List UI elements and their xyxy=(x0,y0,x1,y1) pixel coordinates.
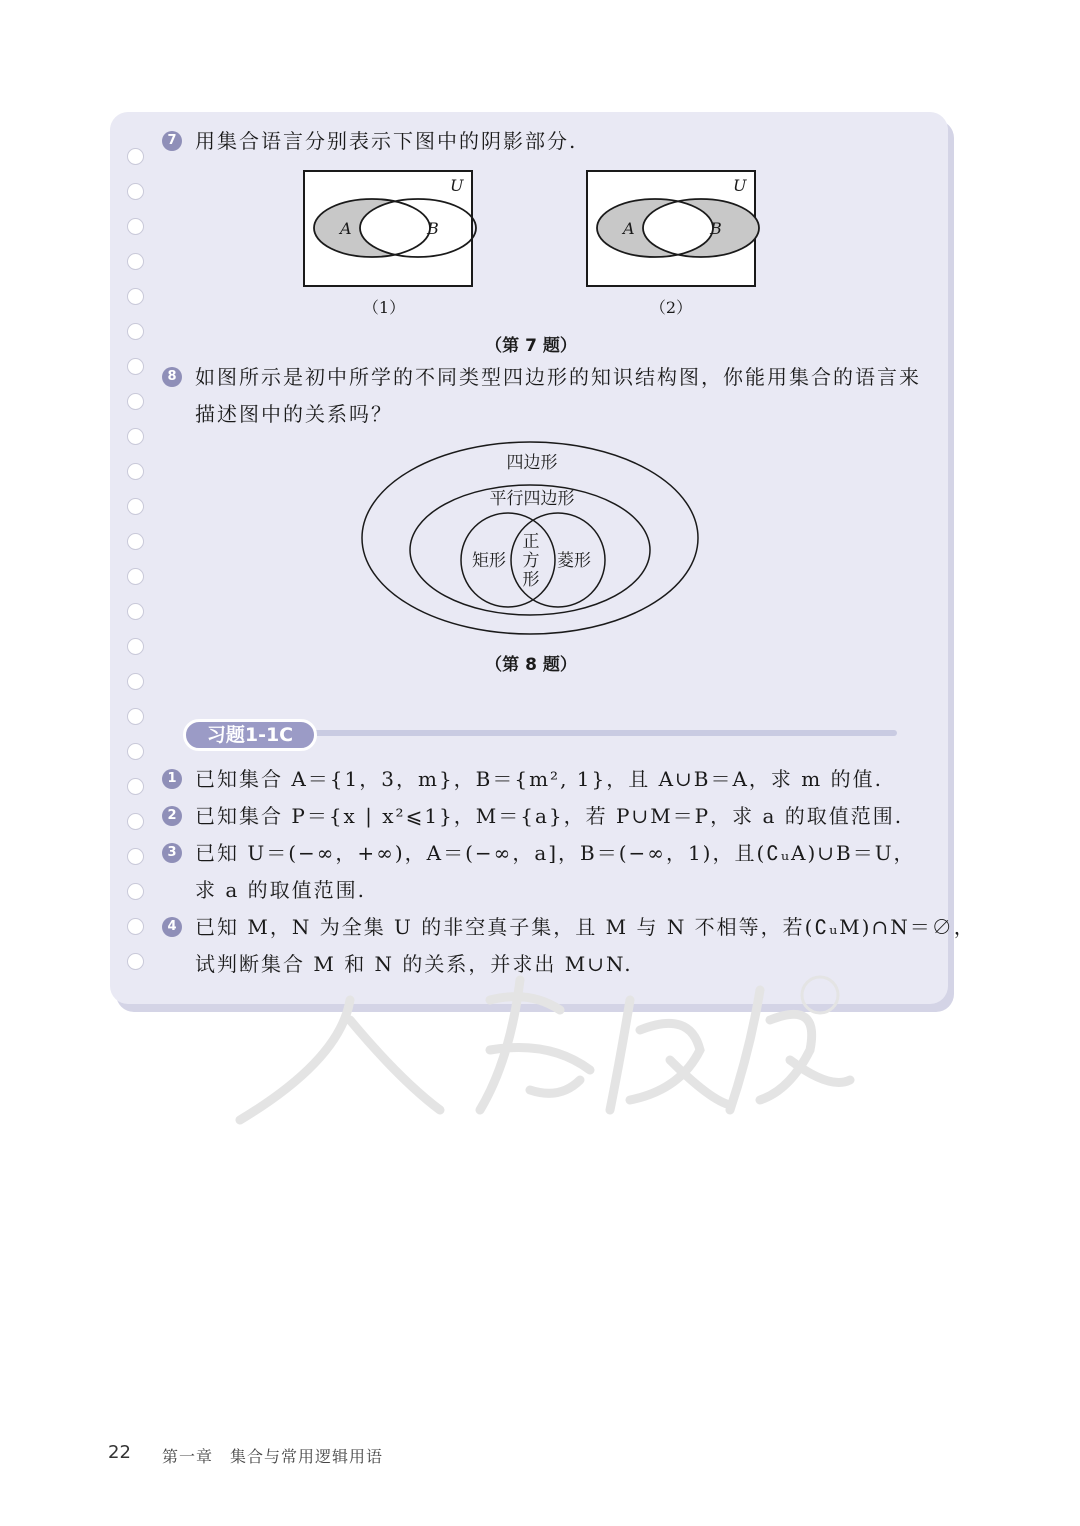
binder-hole xyxy=(127,393,144,410)
binder-hole xyxy=(127,148,144,165)
figure-7-caption: （第 7 题） xyxy=(485,336,577,356)
figure-8-quadrilateral-diagram xyxy=(355,440,705,640)
exercise-number-badge: 1 xyxy=(162,769,182,789)
publisher-watermark-logo xyxy=(230,940,870,1140)
binder-hole xyxy=(127,953,144,970)
exercise-text-line-1: 已知 U＝(−∞，+∞)，A＝(−∞，a]，B＝(−∞，1)，且(∁ᵤA)∪B＝U， xyxy=(195,841,916,865)
binder-hole xyxy=(127,218,144,235)
binder-hole xyxy=(127,918,144,935)
binder-hole xyxy=(127,498,144,515)
set-a-label-2: A xyxy=(623,219,635,238)
binder-hole xyxy=(127,778,144,795)
question-text: 用集合语言分别表示下图中的阴影部分. xyxy=(195,129,578,153)
registered-mark-icon xyxy=(802,977,838,1013)
question-text-line-1: 如图所示是初中所学的不同类型四边形的知识结构图，你能用集合的语言来 xyxy=(195,365,921,389)
exercise-text: 已知集合 P＝{x | x²⩽1}，M＝{a}，若 P∪M＝P，求 a 的取值范围. xyxy=(195,804,904,828)
figure-7-shapes xyxy=(300,165,770,295)
figure-8-caption: （第 8 题） xyxy=(485,655,577,675)
universe-label-1: U xyxy=(450,176,464,195)
section-title: 习题1-1C xyxy=(183,719,317,751)
binder-hole xyxy=(127,638,144,655)
set-b-label-2: B xyxy=(710,219,722,238)
square-label-char-3: 形 xyxy=(522,570,540,589)
binder-hole xyxy=(127,323,144,340)
binder-hole xyxy=(127,253,144,270)
binder-hole xyxy=(127,708,144,725)
binder-hole xyxy=(127,603,144,620)
binder-hole xyxy=(127,743,144,760)
binder-hole xyxy=(127,533,144,550)
parallelogram-label: 平行四边形 xyxy=(489,489,575,508)
universe-label-2: U xyxy=(733,176,747,195)
question-text-line-2: 描述图中的关系吗？ xyxy=(195,402,393,426)
shaded-region-2 xyxy=(597,199,759,257)
exercise-text: 已知集合 A＝{1，3，m}，B＝{m², 1}，且 A∪B＝A，求 m 的值. xyxy=(195,767,883,791)
binder-hole xyxy=(127,358,144,375)
exercise-text-line-1: 已知 M，N 为全集 U 的非空真子集，且 M 与 N 不相等，若(∁ᵤM)∩N＝∅， xyxy=(195,915,976,939)
set-a-label-1: A xyxy=(340,219,352,238)
binder-hole xyxy=(127,288,144,305)
binder-hole xyxy=(127,183,144,200)
exercise-number-badge: 2 xyxy=(162,806,182,826)
exercise-text-line-2: 求 a 的取值范围. xyxy=(195,878,366,902)
exercise-number-badge: 4 xyxy=(162,917,182,937)
question-number-badge: 7 xyxy=(162,131,182,151)
exercise-text-line-2: 试判断集合 M 和 N 的关系，并求出 M∪N. xyxy=(195,952,633,976)
square-label-char-1: 正 xyxy=(522,532,540,551)
binder-hole xyxy=(127,848,144,865)
question-number-badge: 8 xyxy=(162,367,182,387)
binder-hole xyxy=(127,568,144,585)
square-label-char-2: 方 xyxy=(522,551,540,570)
quadrilateral-label: 四边形 xyxy=(506,453,558,472)
binder-hole xyxy=(127,463,144,480)
binder-hole xyxy=(127,883,144,900)
binder-hole xyxy=(127,428,144,445)
exercise-number-badge: 3 xyxy=(162,843,182,863)
rectangle-label: 矩形 xyxy=(472,551,506,570)
chapter-title: 第一章 集合与常用逻辑用语 xyxy=(162,1447,384,1466)
set-b-label-1: B xyxy=(427,219,439,238)
binder-hole xyxy=(127,673,144,690)
subfigure-label-2: （2） xyxy=(649,298,693,317)
rhombus-label: 菱形 xyxy=(557,551,591,570)
binder-hole xyxy=(127,813,144,830)
subfigure-label-1: （1） xyxy=(362,298,406,317)
page-number: 22 xyxy=(108,1442,131,1463)
